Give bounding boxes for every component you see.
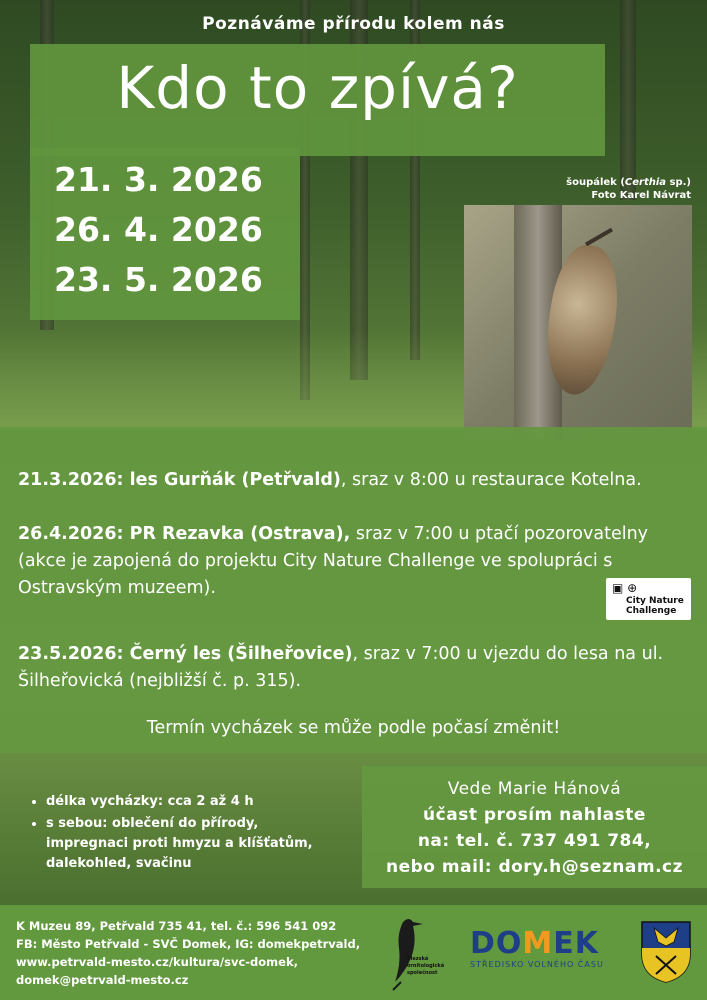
event-2 — [18, 521, 690, 602]
dates-box — [30, 148, 300, 320]
event-3-title: 23.5.2026: Černý les (Šilheřovice) — [18, 644, 353, 664]
date-2: 26. 4. 2026 — [54, 210, 263, 249]
page-title: Kdo to zpívá? — [116, 54, 519, 122]
bird-logo-icon — [383, 912, 455, 992]
details-list — [36, 792, 336, 876]
domek-wordmark — [470, 928, 620, 960]
cnc-text — [626, 596, 684, 616]
domek-part: EK — [553, 926, 600, 961]
domek-part: DO — [470, 926, 523, 961]
date-3: 23. 5. 2026 — [54, 260, 263, 299]
so-logo-text: Slezská ornitologická společnost — [407, 956, 445, 976]
guide-name: Vede Marie Hánová — [447, 779, 622, 799]
caption-suffix: sp.) — [666, 177, 691, 188]
caption-species: Certhia — [624, 177, 667, 188]
contact-line-3: nebo mail: dory.h@seznam.cz — [385, 857, 684, 877]
event-3-text: , sraz v 7:00 u vjezdu do lesa na ul. Šilheřovická (nejbližší č. p. 315). — [18, 644, 664, 691]
event-1 — [18, 467, 692, 494]
ornithological-society-logo — [383, 912, 455, 992]
contact-line-2: na: tel. č. 737 491 784, — [417, 831, 652, 851]
bird-beak — [585, 228, 613, 246]
footer-text — [16, 917, 360, 989]
date-1: 21. 3. 2026 — [54, 160, 263, 199]
footer-line: FB: Město Petřvald - SVČ Domek, IG: domekpetrvald, — [16, 937, 361, 951]
footer-line: www.petrvald-mesto.cz/kultura/svc-domek, — [16, 955, 298, 969]
weather-note: Termín vycházek se může podle počasí změnit! — [146, 718, 561, 738]
event-2-text: sraz v 7:00 u ptačí pozorovatelny (akce je zapojená do projektu City Nature Challenge ve spolupráci s Ostravským muzeem). — [18, 524, 649, 598]
list-item: • s sebou: oblečení do přírody, impregnaci proti hmyzu a klíšťatům, dalekohled, svačinu — [46, 814, 336, 874]
event-2-title: 26.4.2026: PR Rezavka (Ostrava), — [18, 524, 351, 544]
domek-subtitle: STŘEDISKO VOLNÉHO ČASU — [470, 960, 604, 969]
title-box — [30, 44, 605, 156]
city-nature-challenge-logo — [606, 578, 691, 620]
event-3 — [18, 641, 692, 695]
subtitle: Poznáváme přírodu kolem nás — [202, 14, 505, 34]
contact-line-1: účast prosím nahlaste — [423, 805, 646, 825]
cnc-line2: Challenge — [626, 606, 677, 616]
event-1-text: , sraz v 8:00 u restaurace Kotelna. — [340, 470, 642, 490]
event-1-title: 21.3.2026: les Gurňák (Petřvald) — [18, 470, 341, 490]
cnc-line1: City Nature — [626, 596, 684, 606]
photo-credit: Foto Karel Návrat — [591, 190, 691, 201]
cnc-icon: ▣ ⊕ — [612, 581, 638, 595]
list-item: • délka vycházky: cca 2 až 4 h — [46, 792, 336, 812]
domek-logo — [470, 928, 620, 988]
contact-box — [362, 766, 707, 888]
bird-photo — [464, 205, 692, 439]
coat-of-arms-icon — [640, 920, 692, 984]
photo-caption — [566, 176, 691, 202]
domek-part: M — [522, 926, 554, 961]
footer-line: domek@petrvald-mesto.cz — [16, 973, 189, 987]
caption-prefix: šoupálek ( — [566, 177, 625, 188]
footer-line: K Muzeu 89, Petřvald 735 41, tel. č.: 596 541 092 — [16, 919, 337, 933]
